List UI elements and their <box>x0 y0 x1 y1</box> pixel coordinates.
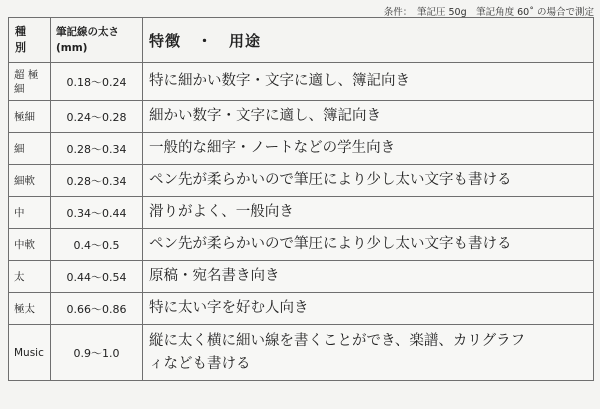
feature-cell: ペン先が柔らかいので筆圧により少し太い文字も書ける <box>143 165 594 197</box>
table-row <box>9 165 594 197</box>
features-header-text: 特徴 ・ 用途 <box>149 31 262 50</box>
line-width-cell: 0.18～0.24 <box>51 63 143 101</box>
type-cell: 細軟 <box>9 165 51 197</box>
type-cell: 極太 <box>9 293 51 325</box>
type-cell: Music <box>9 325 51 381</box>
feature-text: 縦に太く横に細い線を書くことができ、楽譜、カリグラフ ィなども書ける <box>149 332 526 372</box>
table-row <box>9 325 594 381</box>
type-text: 超 極 細 <box>14 68 39 95</box>
line-width-cell: 0.28～0.34 <box>51 133 143 165</box>
table-row <box>9 63 594 101</box>
table-row <box>9 133 594 165</box>
line-width-cell: 0.28～0.34 <box>51 165 143 197</box>
nib-spec-table <box>8 17 594 381</box>
type-cell: 中 <box>9 197 51 229</box>
table-row <box>9 261 594 293</box>
feature-cell: 滑りがよく、一般向き <box>143 197 594 229</box>
line-width-cell: 0.44～0.54 <box>51 261 143 293</box>
line-width-cell: 0.66～0.86 <box>51 293 143 325</box>
feature-cell: ペン先が柔らかいので筆圧により少し太い文字も書ける <box>143 229 594 261</box>
line-width-cell: 0.34～0.44 <box>51 197 143 229</box>
feature-cell: 特に細かい数字・文字に適し、簿記向き <box>143 63 594 101</box>
line-width-cell: 0.4～0.5 <box>51 229 143 261</box>
type-header-text: 種 別 <box>15 25 26 54</box>
line-width-cell: 0.9～1.0 <box>51 325 143 381</box>
type-column-header <box>9 18 51 63</box>
feature-cell: 細かい数字・文字に適し、簿記向き <box>143 101 594 133</box>
type-cell: 極細 <box>9 101 51 133</box>
measurement-condition-note: 条件： 筆記圧 50g 筆記角度 60˚ の場合で測定 <box>383 7 594 18</box>
table-header-row <box>9 18 594 63</box>
features-column-header <box>143 18 594 63</box>
table-row <box>9 229 594 261</box>
line-width-column-header <box>51 18 143 63</box>
type-cell <box>9 63 51 101</box>
feature-cell <box>143 325 594 381</box>
feature-cell: 原稿・宛名書き向き <box>143 261 594 293</box>
table-row <box>9 293 594 325</box>
feature-cell: 一般的な細字・ノートなどの学生向き <box>143 133 594 165</box>
table-row <box>9 101 594 133</box>
type-cell: 中軟 <box>9 229 51 261</box>
line-width-cell: 0.24～0.28 <box>51 101 143 133</box>
table-row <box>9 197 594 229</box>
feature-cell: 特に太い字を好む人向き <box>143 293 594 325</box>
type-cell: 細 <box>9 133 51 165</box>
type-cell: 太 <box>9 261 51 293</box>
line-width-header-text: 筆記線の太さ (mm) <box>56 26 119 54</box>
